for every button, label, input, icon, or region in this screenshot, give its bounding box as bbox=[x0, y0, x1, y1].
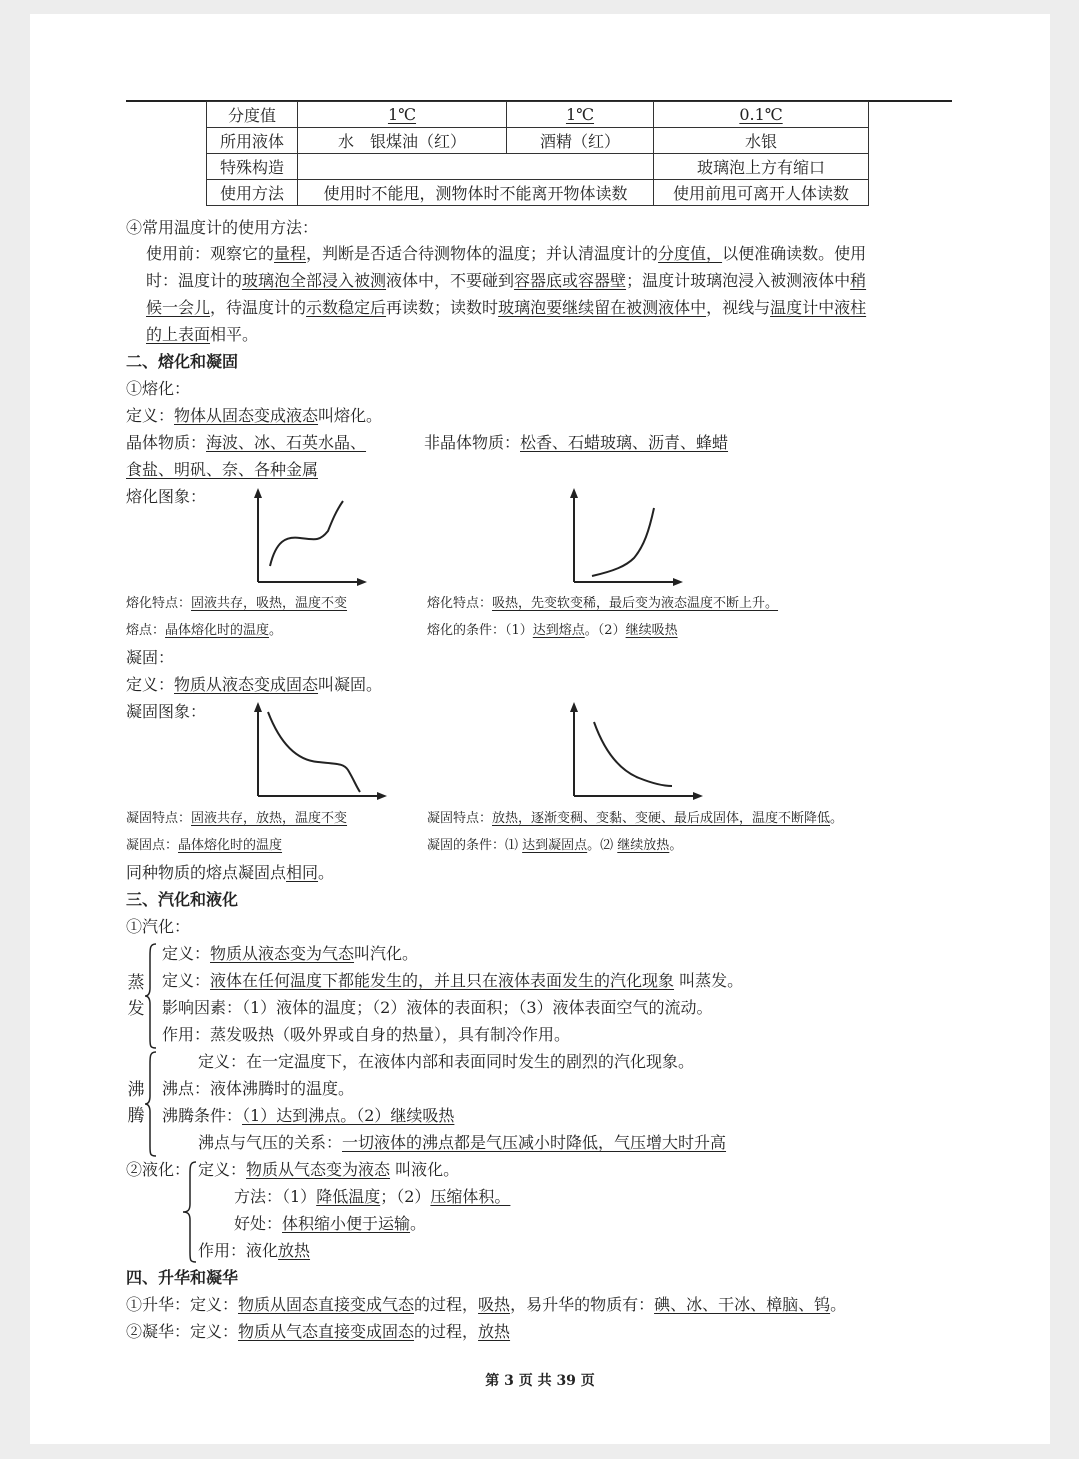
text-line: 定义：物体从固态变成液态叫熔化。 bbox=[126, 406, 383, 425]
table-cell: 1℃ bbox=[507, 102, 654, 128]
table-row bbox=[207, 180, 869, 206]
text-line: ①升华：定义：物质从固态直接变成气态的过程，吸热，易升华的物质有：碘、冰、干冰、樟脑、钨。 bbox=[126, 1295, 847, 1314]
text-line: 定义：物质从气态变为液态 叫液化。 bbox=[198, 1160, 460, 1179]
table-cell: 水 银煤油（红） bbox=[298, 128, 507, 154]
table-cell: 分度值 bbox=[207, 102, 298, 128]
text-line: 凝固特点：固液共存，放热，温度不变 bbox=[126, 811, 348, 826]
table-cell bbox=[298, 154, 654, 180]
subsection-title: ①汽化： bbox=[126, 917, 191, 936]
table-row bbox=[207, 128, 869, 154]
page-number: 第 3 页 共 39 页 bbox=[485, 1373, 595, 1389]
amorphous-melting-graph bbox=[564, 486, 684, 586]
text-line: 使用前：观察它的量程，判断是否适合待测物体的温度；并认清温度计的分度值，以便准确读数。使用 bbox=[146, 244, 867, 263]
text-line: 同种物质的熔点凝固点相同。 bbox=[126, 863, 335, 882]
table-cell: 水银 bbox=[654, 128, 869, 154]
text-line: 熔化的条件：（1）达到熔点。（2）继续吸热 bbox=[427, 623, 678, 638]
table-cell: 酒精（红） bbox=[507, 128, 654, 154]
text-line: 熔点：晶体熔化时的温度。 bbox=[126, 623, 283, 638]
text-line: 食盐、明矾、奈、各种金属 bbox=[126, 460, 319, 479]
table-cell: 0.1℃ bbox=[654, 102, 869, 128]
graph-label: 熔化图象： bbox=[126, 487, 207, 506]
text-line: 的上表面相平。 bbox=[146, 325, 259, 344]
text-line: 定义：液体在任何温度下都能发生的，并且只在液体表面发生的汽化现象 叫蒸发。 bbox=[162, 971, 744, 990]
graph-label: 凝固图象： bbox=[126, 702, 207, 721]
boiling-label-2: 腾 bbox=[127, 1106, 145, 1126]
table-row bbox=[207, 102, 869, 128]
table-cell: 使用前甩可离开人体读数 bbox=[654, 180, 869, 206]
boiling-brace bbox=[144, 1050, 158, 1158]
liquefaction-label: ②液化： bbox=[126, 1160, 191, 1179]
section-title: 二、熔化和凝固 bbox=[126, 352, 239, 371]
crystal-solidifying-graph bbox=[248, 700, 388, 800]
text-line: 沸点与气压的关系：一切液体的沸点都是气压减小时降低，气压增大时升高 bbox=[198, 1133, 727, 1152]
subsection-title: ①熔化： bbox=[126, 379, 191, 398]
text-line: 定义：物质从液态变为气态叫汽化。 bbox=[162, 944, 419, 963]
section-title: 四、升华和凝华 bbox=[126, 1268, 239, 1287]
text-line: ②凝华：定义：物质从气态直接变成固态的过程，放热 bbox=[126, 1322, 511, 1341]
subsection-title: 凝固： bbox=[126, 648, 175, 667]
text-line: 作用：液化放热 bbox=[198, 1241, 311, 1260]
text-line: 晶体物质：海波、冰、石英水晶、 bbox=[126, 433, 367, 452]
text-line: 定义：在一定温度下，在液体内部和表面同时发生的剧烈的汽化现象。 bbox=[198, 1052, 695, 1071]
thermometer-table bbox=[206, 101, 869, 206]
text-line: 沸点：液体沸腾时的温度。 bbox=[162, 1079, 355, 1098]
table-cell: 玻璃泡上方有缩口 bbox=[654, 154, 869, 180]
crystal-melting-graph bbox=[248, 486, 368, 586]
evaporation-label-2: 发 bbox=[127, 999, 145, 1019]
table-cell: 特殊构造 bbox=[207, 154, 298, 180]
text-line: 方法：（1）降低温度；（2）压缩体积。 bbox=[234, 1187, 511, 1206]
table-cell: 1℃ bbox=[298, 102, 507, 128]
text-line: 定义：物质从液态变成固态叫凝固。 bbox=[126, 675, 383, 694]
text-line: 凝固特点：放热，逐渐变稠、变黏、变硬、最后成固体，温度不断降低。 bbox=[427, 811, 844, 826]
amorphous-solidifying-graph bbox=[564, 700, 704, 800]
evaporation-brace bbox=[144, 942, 158, 1050]
table-cell: 使用时不能甩，测物体时不能离开物体读数 bbox=[298, 180, 654, 206]
text-line: 熔化特点：吸热，先变软变稀，最后变为液态温度不断上升。 bbox=[427, 596, 779, 611]
evaporation-label-1: 蒸 bbox=[127, 973, 145, 993]
text-line: 沸腾条件：（1）达到沸点。（2）继续吸热 bbox=[162, 1106, 455, 1125]
boiling-label-1: 沸 bbox=[127, 1080, 145, 1100]
text-line: 时：温度计的玻璃泡全部浸入被测液体中，不要碰到容器底或容器壁；温度计玻璃泡浸入被测液体中稍 bbox=[146, 271, 867, 290]
text-line: 候一会儿，待温度计的示数稳定后再读数；读数时玻璃泡要继续留在被测液体中，视线与温度计中液柱 bbox=[146, 298, 867, 317]
table-cell: 所用液体 bbox=[207, 128, 298, 154]
text-line: 凝固点：晶体熔化时的温度 bbox=[126, 838, 283, 853]
text-line: 好处：体积缩小便于运输。 bbox=[234, 1214, 427, 1233]
text-line: 凝固的条件：⑴ 达到凝固点。⑵ 继续放热。 bbox=[427, 838, 683, 853]
text-line: 影响因素：（1）液体的温度；（2）液体的表面积；（3）液体表面空气的流动。 bbox=[162, 998, 713, 1017]
section-title: 三、汽化和液化 bbox=[126, 890, 239, 909]
liquefaction-brace bbox=[182, 1160, 198, 1264]
use-method-title: ④常用温度计的使用方法： bbox=[126, 218, 319, 237]
table-row bbox=[207, 154, 869, 180]
text-line: 作用：蒸发吸热（吸外界或自身的热量），具有制冷作用。 bbox=[162, 1025, 571, 1044]
table-cell: 使用方法 bbox=[207, 180, 298, 206]
text-line: 熔化特点：固液共存，吸热，温度不变 bbox=[126, 596, 348, 611]
document-page bbox=[30, 14, 1050, 1444]
text-line: 非晶体物质：松香、石蜡玻璃、沥青、蜂蜡 bbox=[424, 433, 729, 452]
